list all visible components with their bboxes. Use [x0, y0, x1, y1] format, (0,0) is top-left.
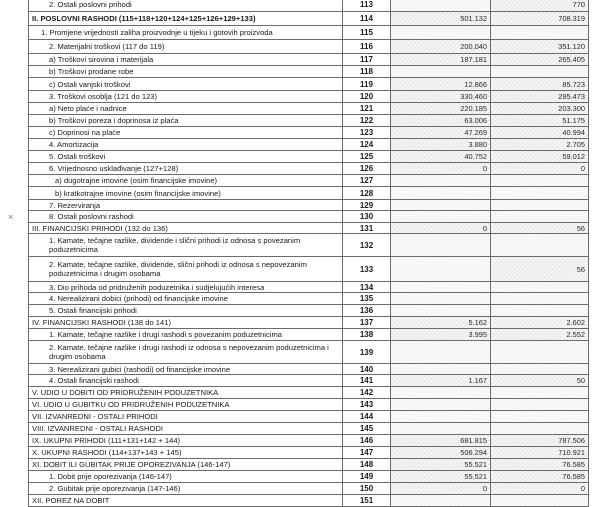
row-label: 3. Dio prihoda od pridruženih poduzetnika i sudjelujućih interesa: [29, 282, 343, 293]
table-row: [29, 387, 589, 399]
aop-code: 139: [343, 341, 391, 364]
current-year-value: 56: [491, 257, 589, 282]
aop-code: 149: [343, 471, 391, 483]
previous-year-value: [391, 282, 491, 293]
aop-code: 121: [343, 103, 391, 115]
previous-year-value: [391, 364, 491, 375]
table-row: [29, 447, 589, 459]
row-label: 2. Materijalni troškovi (117 do 119): [29, 40, 343, 54]
row-label: 5. Ostali troškovi: [29, 151, 343, 163]
aop-code: 142: [343, 387, 391, 399]
current-year-value: 2.705: [491, 139, 589, 151]
table-row: [29, 12, 589, 26]
row-label: a) Troškovi sirovina i materijala: [29, 54, 343, 66]
previous-year-value: 3.995: [391, 329, 491, 341]
table-row: [29, 423, 589, 435]
row-label: b) Troškovi poreza i doprinosa iz plaća: [29, 115, 343, 127]
current-year-value: 265.405: [491, 54, 589, 66]
row-label: 1. Promjene vrijednosti zaliha proizvodnje u tijeku i gotovih proizvoda: [29, 26, 343, 40]
row-label: 1. Kamate, tečajne razlike, dividende i slični prihodi iz odnosa s povezanim poduzetnicima: [29, 234, 343, 257]
aop-code: 134: [343, 282, 391, 293]
previous-year-value: [391, 399, 491, 411]
table-row: [29, 91, 589, 103]
previous-year-value: [391, 387, 491, 399]
aop-code: 118: [343, 66, 391, 78]
current-year-value: 59.012: [491, 151, 589, 163]
income-statement-table: [28, 0, 589, 507]
aop-code: 125: [343, 151, 391, 163]
previous-year-value: 187.181: [391, 54, 491, 66]
previous-year-value: [391, 0, 491, 12]
row-label: VIII. IZVANREDNI - OSTALI RASHODI: [29, 423, 343, 435]
current-year-value: 710.921: [491, 447, 589, 459]
current-year-value: [491, 26, 589, 40]
row-label: 8. Ostali poslovni rashodi: [29, 211, 343, 223]
aop-code: 151: [343, 495, 391, 507]
aop-code: 119: [343, 78, 391, 91]
current-year-value: [491, 187, 589, 200]
aop-code: 123: [343, 127, 391, 139]
table-row: [29, 66, 589, 78]
current-year-value: 0: [491, 483, 589, 495]
previous-year-value: 63.006: [391, 115, 491, 127]
previous-year-value: [391, 257, 491, 282]
aop-code: 115: [343, 26, 391, 40]
row-label: 1. Dobit prije oporezivanja (146-147): [29, 471, 343, 483]
table-row: [29, 223, 589, 234]
current-year-value: 50: [491, 375, 589, 387]
current-year-value: [491, 305, 589, 317]
aop-code: 140: [343, 364, 391, 375]
table-row: [29, 103, 589, 115]
aop-code: 145: [343, 423, 391, 435]
current-year-value: 2.552: [491, 329, 589, 341]
table-row: [29, 471, 589, 483]
aop-code: 114: [343, 12, 391, 26]
row-label: IX. UKUPNI PRIHODI (111+131+142 + 144): [29, 435, 343, 447]
previous-year-value: 55.521: [391, 459, 491, 471]
current-year-value: [491, 411, 589, 423]
row-label: IV. FINANCIJSKI RASHODI (138 do 141): [29, 317, 343, 329]
current-year-value: [491, 200, 589, 211]
row-label: XII. POREZ NA DOBIT: [29, 495, 343, 507]
row-label: c) Ostali vanjski troškovi: [29, 78, 343, 91]
aop-code: 146: [343, 435, 391, 447]
previous-year-value: [391, 26, 491, 40]
row-label: c) Doprinosi na plaće: [29, 127, 343, 139]
current-year-value: 76.585: [491, 459, 589, 471]
previous-year-value: [391, 423, 491, 435]
current-year-value: 295.473: [491, 91, 589, 103]
previous-year-value: 5.162: [391, 317, 491, 329]
table-row: [29, 459, 589, 471]
row-label: 4. Amortizacija: [29, 139, 343, 151]
row-label: V. UDIO U DOBITI OD PRIDRUŽENIH PODUZETNIKA: [29, 387, 343, 399]
table-row: [29, 127, 589, 139]
table-row: [29, 435, 589, 447]
row-label: 4. Ostali financijski rashodi: [29, 375, 343, 387]
previous-year-value: 1.167: [391, 375, 491, 387]
previous-year-value: 12.866: [391, 78, 491, 91]
row-label: 3. Nerealizirani gubici (rashodi) od financijske imovine: [29, 364, 343, 375]
previous-year-value: [391, 211, 491, 223]
aop-code: 132: [343, 234, 391, 257]
scan-mark: ×: [8, 212, 14, 222]
current-year-value: [491, 495, 589, 507]
previous-year-value: 0: [391, 163, 491, 175]
previous-year-value: 330.460: [391, 91, 491, 103]
aop-code: 117: [343, 54, 391, 66]
aop-code: 127: [343, 175, 391, 187]
current-year-value: [491, 211, 589, 223]
aop-code: 137: [343, 317, 391, 329]
previous-year-value: [391, 305, 491, 317]
table-row: [29, 40, 589, 54]
aop-code: 116: [343, 40, 391, 54]
table-row: [29, 293, 589, 305]
current-year-value: [491, 364, 589, 375]
aop-code: 148: [343, 459, 391, 471]
table-row: [29, 329, 589, 341]
previous-year-value: [391, 175, 491, 187]
previous-year-value: 501.132: [391, 12, 491, 26]
row-label: 1. Kamate, tečajne razlike i drugi rashodi s povezanim poduzetnicima: [29, 329, 343, 341]
previous-year-value: 506.294: [391, 447, 491, 459]
table-row: [29, 54, 589, 66]
previous-year-value: [391, 234, 491, 257]
row-label: 2. Kamate, tečajne razlike, dividende, slični prihodi iz odnosa s nepovezanim poduzetnicima i drugim osobama: [29, 257, 343, 282]
aop-code: 122: [343, 115, 391, 127]
row-label: III. FINANCIJSKI PRIHODI (132 do 136): [29, 223, 343, 234]
row-label: 2. Kamate, tečajne razlike i drugi rashodi iz odnosa s nepovezanim poduzetnicima i drugim osobama: [29, 341, 343, 364]
previous-year-value: [391, 411, 491, 423]
current-year-value: 708.319: [491, 12, 589, 26]
previous-year-value: 3.880: [391, 139, 491, 151]
aop-code: 126: [343, 163, 391, 175]
previous-year-value: [391, 66, 491, 78]
current-year-value: [491, 399, 589, 411]
current-year-value: [491, 66, 589, 78]
aop-code: 113: [343, 0, 391, 12]
previous-year-value: [391, 341, 491, 364]
row-label: 2. Gubitak prije oporezivanja (147-146): [29, 483, 343, 495]
table-row: [29, 163, 589, 175]
table-row: [29, 495, 589, 507]
table-row: [29, 257, 589, 282]
previous-year-value: 681.815: [391, 435, 491, 447]
table-row: [29, 375, 589, 387]
row-label: b) Troškovi prodane robe: [29, 66, 343, 78]
table-row: [29, 78, 589, 91]
aop-code: 120: [343, 91, 391, 103]
row-label: 6. Vrijednosno usklađivanje (127+128): [29, 163, 343, 175]
row-label: II. POSLOVNI RASHODI (115+118+120+124+125+126+129+133): [29, 12, 343, 26]
current-year-value: 351.120: [491, 40, 589, 54]
row-label: 4. Nerealizirani dobici (prihodi) od financijske imovine: [29, 293, 343, 305]
table-row: [29, 139, 589, 151]
previous-year-value: 47.269: [391, 127, 491, 139]
row-label: 5. Ostali financijski prihodi: [29, 305, 343, 317]
table-row: [29, 200, 589, 211]
current-year-value: [491, 293, 589, 305]
previous-year-value: 0: [391, 223, 491, 234]
current-year-value: 203.300: [491, 103, 589, 115]
current-year-value: 2.602: [491, 317, 589, 329]
row-label: VII. IZVANREDNI - OSTALI PRIHODI: [29, 411, 343, 423]
current-year-value: [491, 175, 589, 187]
aop-code: 138: [343, 329, 391, 341]
table-row: [29, 234, 589, 257]
row-label: VI. UDIO U GUBITKU OD PRIDRUŽENIH PODUZETNIKA: [29, 399, 343, 411]
table-row: [29, 341, 589, 364]
row-label: 3. Troškovi osoblja (121 do 123): [29, 91, 343, 103]
aop-code: 143: [343, 399, 391, 411]
table-row: [29, 399, 589, 411]
previous-year-value: 200.040: [391, 40, 491, 54]
current-year-value: [491, 387, 589, 399]
previous-year-value: 55.521: [391, 471, 491, 483]
current-year-value: 51.175: [491, 115, 589, 127]
aop-code: 124: [343, 139, 391, 151]
row-label: b) kratkotrajne imovine (osim financijske imovine): [29, 187, 343, 200]
aop-code: 141: [343, 375, 391, 387]
aop-code: 129: [343, 200, 391, 211]
table-row: [29, 175, 589, 187]
table-row: [29, 115, 589, 127]
current-year-value: 770: [491, 0, 589, 12]
table-row: [29, 151, 589, 163]
table-row: [29, 305, 589, 317]
current-year-value: [491, 341, 589, 364]
table-row: [29, 282, 589, 293]
row-label: a) dugotrajne imovine (osim financijske imovine): [29, 175, 343, 187]
row-label: 2. Ostali poslovni prihodi: [29, 0, 343, 12]
current-year-value: [491, 423, 589, 435]
current-year-value: 56: [491, 223, 589, 234]
current-year-value: [491, 234, 589, 257]
previous-year-value: 40.752: [391, 151, 491, 163]
previous-year-value: [391, 187, 491, 200]
current-year-value: [491, 282, 589, 293]
table-row: [29, 0, 589, 12]
previous-year-value: 220.185: [391, 103, 491, 115]
previous-year-value: [391, 200, 491, 211]
row-label: 7. Rezerviranja: [29, 200, 343, 211]
current-year-value: 85.723: [491, 78, 589, 91]
row-label: X. UKUPNI RASHODI (114+137+143 + 145): [29, 447, 343, 459]
aop-code: 131: [343, 223, 391, 234]
previous-year-value: [391, 495, 491, 507]
table-row: [29, 364, 589, 375]
aop-code: 130: [343, 211, 391, 223]
current-year-value: 76.585: [491, 471, 589, 483]
table-row: [29, 411, 589, 423]
aop-code: 144: [343, 411, 391, 423]
table-row: [29, 26, 589, 40]
aop-code: 133: [343, 257, 391, 282]
aop-code: 135: [343, 293, 391, 305]
current-year-value: 40.994: [491, 127, 589, 139]
aop-code: 136: [343, 305, 391, 317]
current-year-value: 787.506: [491, 435, 589, 447]
row-label: a) Neto plaće i nadnice: [29, 103, 343, 115]
aop-code: 128: [343, 187, 391, 200]
table-row: [29, 211, 589, 223]
previous-year-value: 0: [391, 483, 491, 495]
aop-code: 147: [343, 447, 391, 459]
aop-code: 150: [343, 483, 391, 495]
previous-year-value: [391, 293, 491, 305]
row-label: XI. DOBIT ILI GUBITAK PRIJE OPOREZIVANJA (146-147): [29, 459, 343, 471]
table-row: [29, 187, 589, 200]
current-year-value: 0: [491, 163, 589, 175]
table-row: [29, 483, 589, 495]
table-row: [29, 317, 589, 329]
